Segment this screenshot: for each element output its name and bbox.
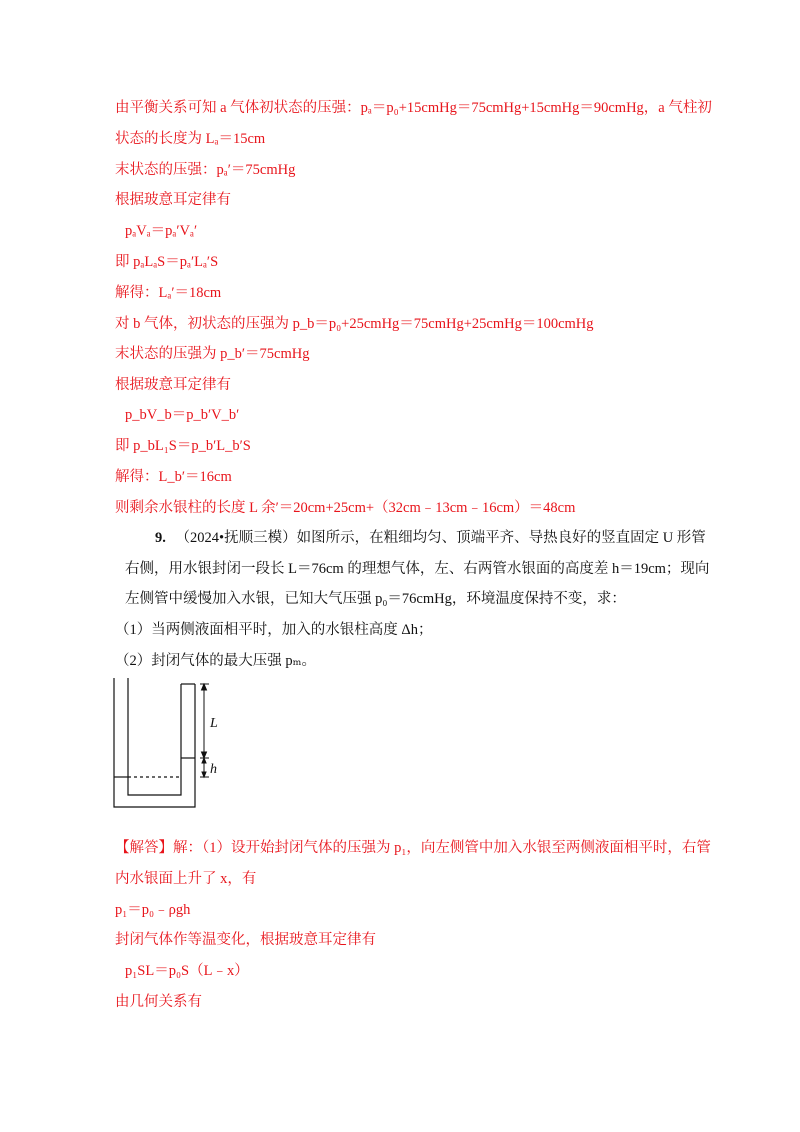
question-number: 9.: [155, 530, 166, 546]
solution-line: 对 b 气体，初状态的压强为 p_b＝p₀+25cmHg＝75cmHg+25cmHg＝100cmHg: [115, 316, 594, 332]
label-L: L: [210, 716, 218, 731]
u-tube-figure: [108, 670, 228, 810]
answer-line: 封闭气体作等温变化，根据玻意耳定律有: [115, 932, 376, 948]
solution-line: 即 p_bL₁S＝p_b′L_b′S: [115, 438, 251, 454]
arrow-up-L: [202, 684, 207, 690]
answer-text: 解：（1）设开始封闭气体的压强为 p₁，向左侧管中加入水银至两侧液面相平时，右管: [173, 840, 711, 856]
solution-line: 解得：Lₐ′＝18cm: [115, 285, 222, 301]
solution-line: 由平衡关系可知 a 气体初状态的压强：pₐ＝p₀+15cmHg＝75cmHg+15cmHg＝90cmHg，a 气柱初: [115, 100, 712, 116]
label-h: h: [210, 762, 217, 777]
dimension-arrows: [200, 684, 209, 777]
answer-line: 由几何关系有: [115, 994, 202, 1010]
solution-line: 状态的长度为 Lₐ＝15cm: [115, 131, 266, 147]
solution-line: 则剩余水银柱的长度 L 余′＝20cm+25cm+（32cm﹣13cm﹣16cm）＝48cm: [115, 500, 576, 516]
subquestion-2: （2）封闭气体的最大压强 pₘ。: [115, 653, 317, 669]
subquestion-1: （1）当两侧液面相平时，加入的水银柱高度 Δh；: [115, 622, 433, 638]
answer-tag: 【解答】: [115, 840, 173, 856]
u-tube-outer-wall: [114, 678, 195, 807]
answer-line: 内水银面上升了 x，有: [115, 871, 257, 887]
arrow-down-h: [202, 772, 206, 777]
question-stem-line2: 右侧，用水银封闭一段长 L＝76cm 的理想气体，左、右两管水银面的高度差 h＝19cm；现向: [125, 561, 710, 577]
question-text: （2024•抚顺三模）如图所示，在粗细均匀、顶端平齐、导热良好的竖直固定 U 形管: [175, 530, 706, 546]
solution-line: 根据玻意耳定律有: [115, 377, 231, 393]
u-tube-outline: [114, 678, 195, 807]
solution-line: 末状态的压强为 p_b′＝75cmHg: [115, 346, 310, 362]
arrow-up-h: [202, 758, 206, 763]
question-stem-line3: 左侧管中缓慢加入水银，已知大气压强 p₀＝76cmHg，环境温度保持不变，求：: [125, 591, 626, 607]
question-stem-line1: [155, 528, 706, 548]
answer-line: p₁＝p₀﹣ρgh: [115, 902, 191, 918]
equation-line: p₁SL＝p₀S（L﹣x）: [125, 963, 249, 979]
solution-line: 末状态的压强：pₐ′＝75cmHg: [115, 162, 296, 178]
solution-line: 即 pₐLₐS＝pₐ′Lₐ′S: [115, 254, 219, 270]
equation-line: pₐVₐ＝pₐ′Vₐ′: [125, 223, 198, 239]
solution-line: 根据玻意耳定律有: [115, 192, 231, 208]
answer-line1: [115, 838, 711, 858]
solution-line: 解得：L_b′＝16cm: [115, 469, 232, 485]
equation-line: p_bV_b＝p_b′V_b′: [125, 407, 240, 423]
